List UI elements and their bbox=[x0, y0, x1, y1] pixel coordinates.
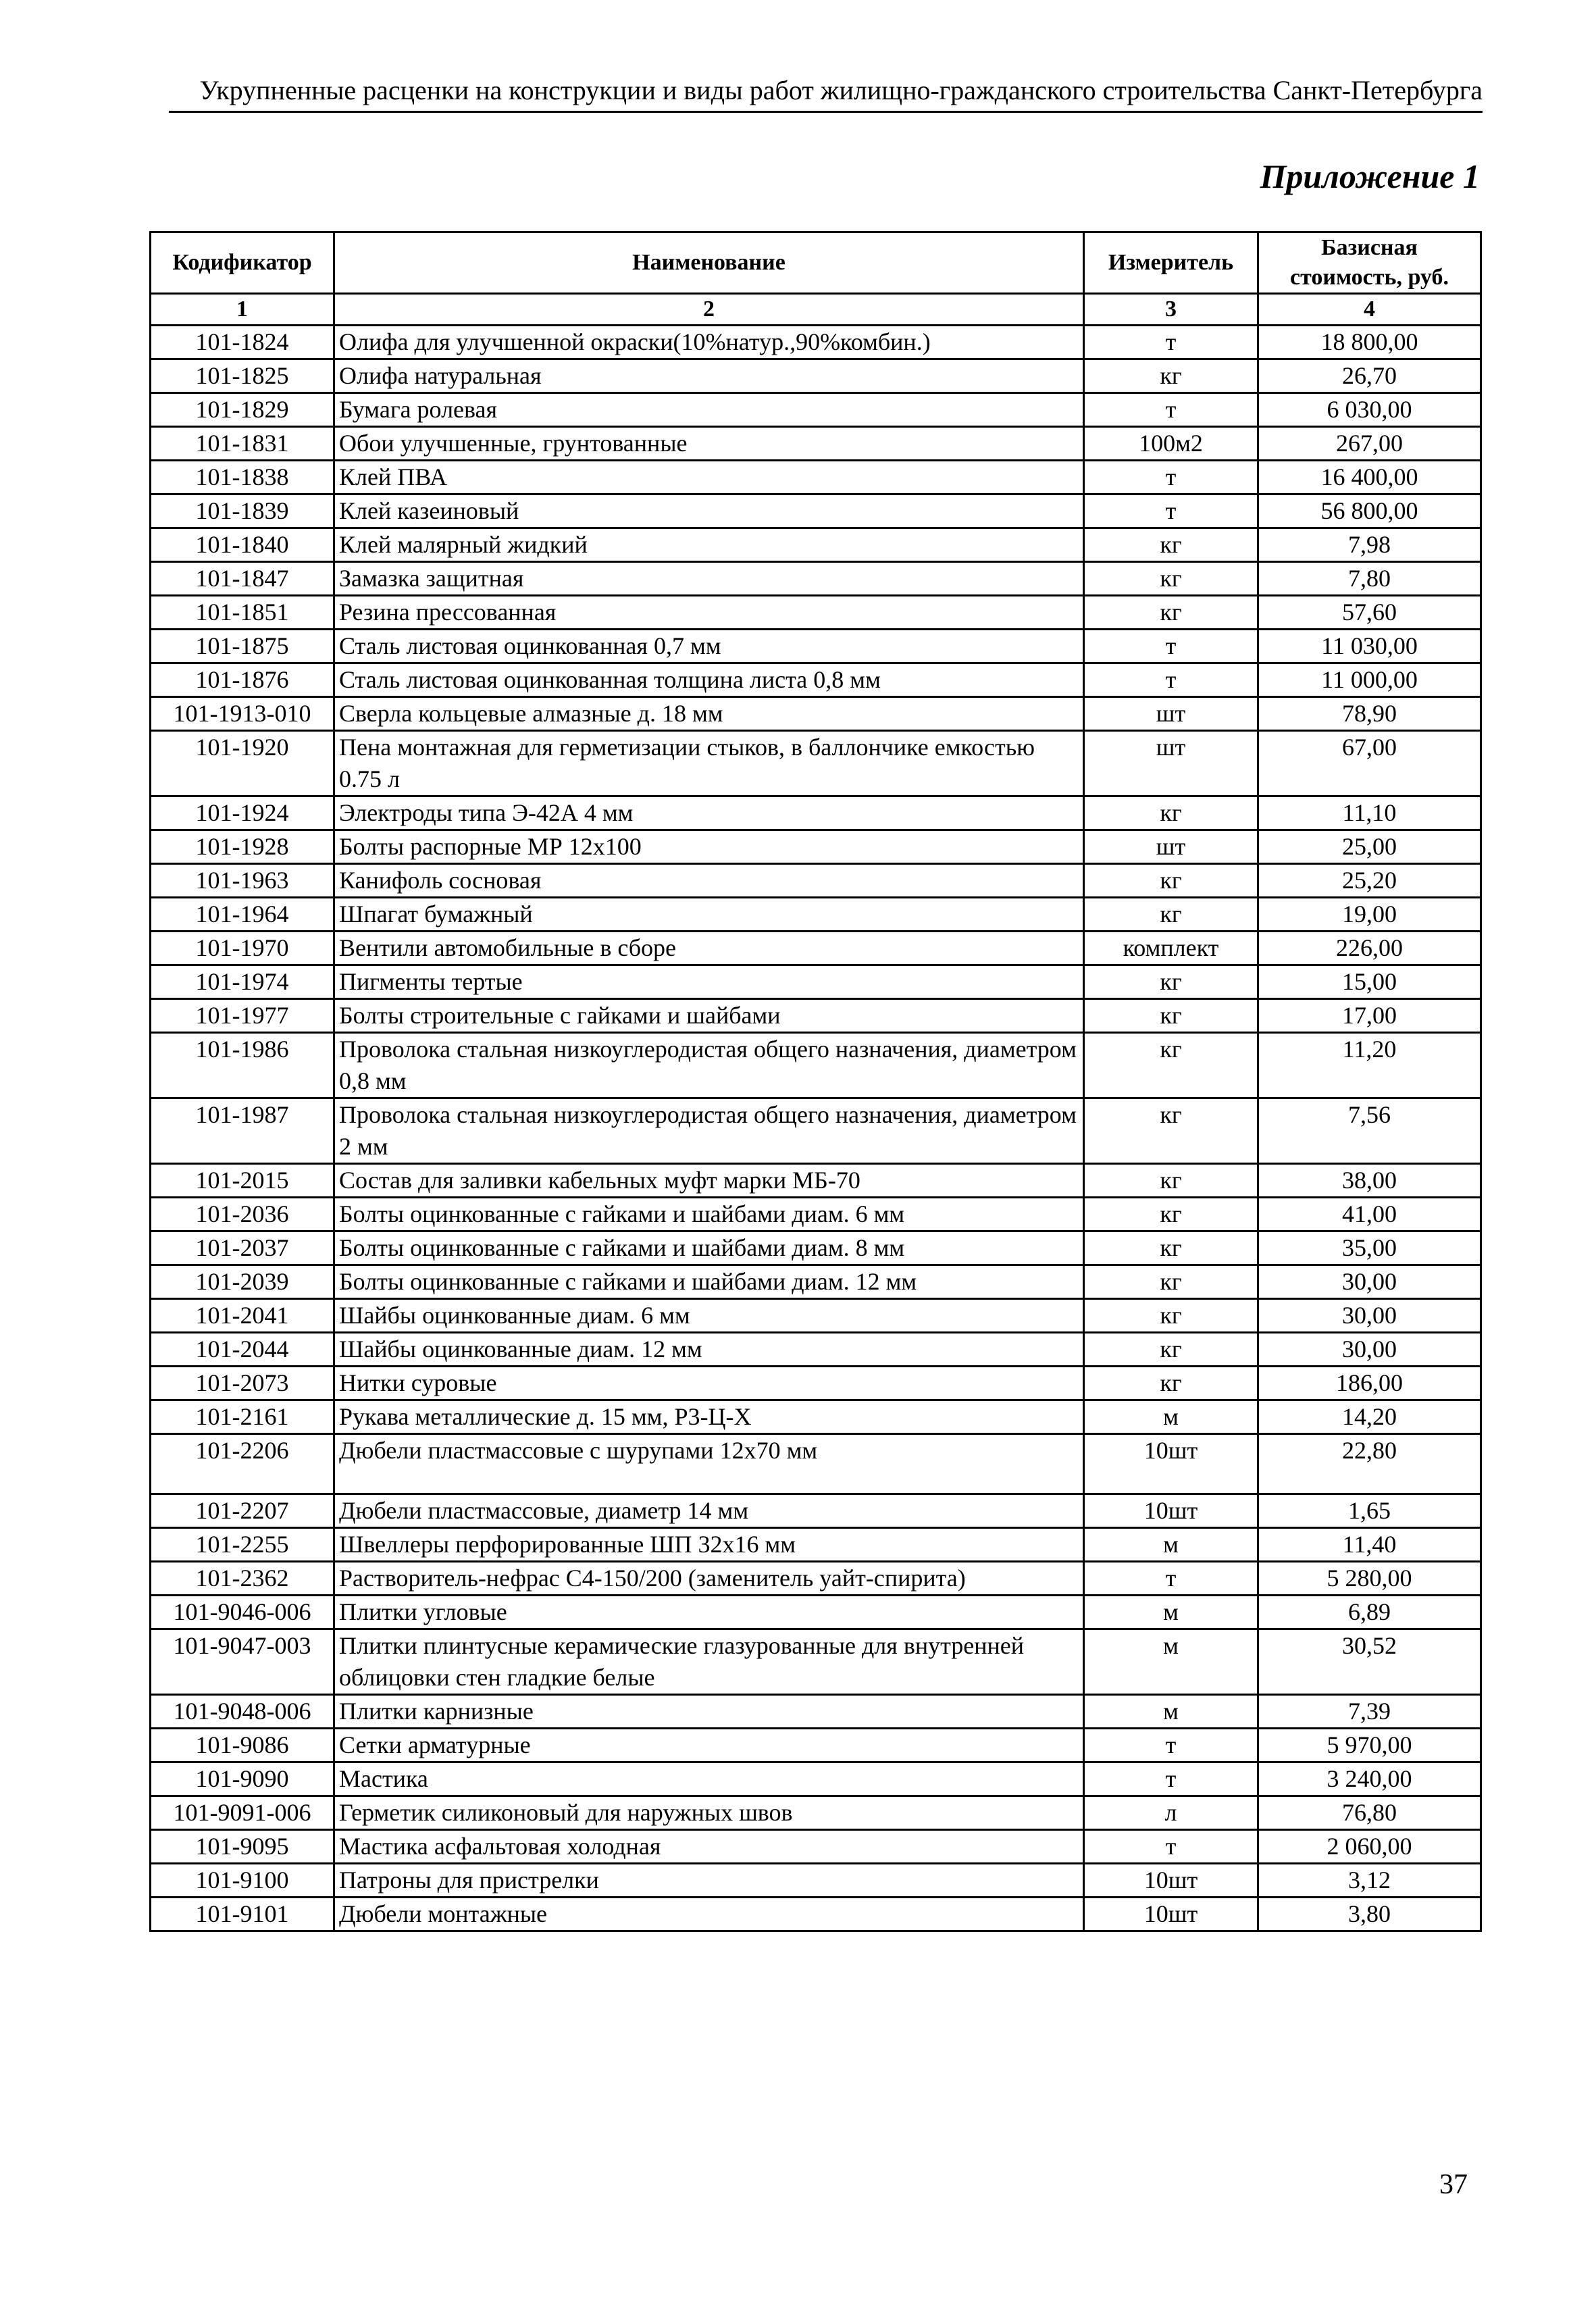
table-cell-name: Проволока стальная низкоуглеродистая общего назначения, диаметром 0,8 мм bbox=[334, 1033, 1084, 1098]
table-cell-name: Клей казеиновый bbox=[334, 494, 1084, 528]
table-row bbox=[151, 1729, 1481, 1762]
table-cell-name: Плитки карнизные bbox=[334, 1695, 1084, 1729]
table-row bbox=[151, 1098, 1481, 1164]
table-cell-code: 101-9091-006 bbox=[151, 1796, 334, 1830]
table-cell-code: 101-1840 bbox=[151, 528, 334, 562]
table-cell-unit: кг bbox=[1084, 359, 1258, 393]
table-cell-price: 267,00 bbox=[1258, 427, 1481, 461]
table-cell-name: Герметик силиконовый для наружных швов bbox=[334, 1796, 1084, 1830]
table-cell-price: 30,00 bbox=[1258, 1299, 1481, 1333]
table-row bbox=[151, 1299, 1481, 1333]
table-cell-name: Швеллеры перфорированные ШП 32х16 мм bbox=[334, 1528, 1084, 1562]
table-cell-price: 16 400,00 bbox=[1258, 461, 1481, 494]
table-cell-name: Сталь листовая оцинкованная толщина листа 0,8 мм bbox=[334, 663, 1084, 697]
table-cell-price: 35,00 bbox=[1258, 1231, 1481, 1265]
table-cell-code: 101-1829 bbox=[151, 393, 334, 427]
table-cell-price: 25,20 bbox=[1258, 864, 1481, 898]
table-cell-price: 2 060,00 bbox=[1258, 1830, 1481, 1864]
table-cell-code: 101-9095 bbox=[151, 1830, 334, 1864]
table-row bbox=[151, 1562, 1481, 1596]
table-row bbox=[151, 1762, 1481, 1796]
table-row bbox=[151, 1333, 1481, 1367]
table-cell-price: 7,80 bbox=[1258, 562, 1481, 596]
table-cell-unit: т bbox=[1084, 630, 1258, 663]
table-cell-price: 76,80 bbox=[1258, 1796, 1481, 1830]
table-cell-code: 101-2039 bbox=[151, 1265, 334, 1299]
table-cell-price: 6 030,00 bbox=[1258, 393, 1481, 427]
table-cell-name: Нитки суровые bbox=[334, 1367, 1084, 1400]
table-cell-unit: т bbox=[1084, 326, 1258, 359]
table-header-row bbox=[151, 232, 1481, 294]
table-cell-price: 11,10 bbox=[1258, 796, 1481, 830]
table-cell-name: Шайбы оцинкованные диам. 6 мм bbox=[334, 1299, 1084, 1333]
table-cell-code: 101-1924 bbox=[151, 796, 334, 830]
table-cell-unit: т bbox=[1084, 494, 1258, 528]
table-cell-price: 5 970,00 bbox=[1258, 1729, 1481, 1762]
table-row bbox=[151, 1528, 1481, 1562]
table-cell-name: Болты оцинкованные с гайками и шайбами диам. 12 мм bbox=[334, 1265, 1084, 1299]
table-cell-code: 101-9046-006 bbox=[151, 1596, 334, 1629]
table-cell-name: Канифоль сосновая bbox=[334, 864, 1084, 898]
table-cell-unit: шт bbox=[1084, 697, 1258, 731]
table-cell-code: 101-1974 bbox=[151, 965, 334, 999]
table-cell-name: Олифа для улучшенной окраски(10%натур.,90%комбин.) bbox=[334, 326, 1084, 359]
table-cell-name: Дюбели пластмассовые с шурупами 12х70 мм bbox=[334, 1434, 1084, 1494]
table-cell-unit: кг bbox=[1084, 1033, 1258, 1098]
table-cell-unit: м bbox=[1084, 1400, 1258, 1434]
table-cell-price: 3,12 bbox=[1258, 1864, 1481, 1898]
table-row bbox=[151, 326, 1481, 359]
table-cell-unit: т bbox=[1084, 1729, 1258, 1762]
table-row bbox=[151, 596, 1481, 630]
table-cell-price: 19,00 bbox=[1258, 898, 1481, 932]
table-cell-price: 6,89 bbox=[1258, 1596, 1481, 1629]
table-cell-price: 78,90 bbox=[1258, 697, 1481, 731]
table-cell-code: 101-9100 bbox=[151, 1864, 334, 1898]
table-cell-price: 186,00 bbox=[1258, 1367, 1481, 1400]
column-number: 4 bbox=[1258, 294, 1481, 326]
table-row bbox=[151, 1494, 1481, 1528]
table-cell-name: Мастика bbox=[334, 1762, 1084, 1796]
table-cell-price: 56 800,00 bbox=[1258, 494, 1481, 528]
table-cell-unit: кг bbox=[1084, 1299, 1258, 1333]
table-cell-price: 3 240,00 bbox=[1258, 1762, 1481, 1796]
table-cell-code: 101-1928 bbox=[151, 830, 334, 864]
table-row bbox=[151, 1695, 1481, 1729]
column-header-code: Кодификатор bbox=[151, 232, 334, 294]
table-cell-price: 15,00 bbox=[1258, 965, 1481, 999]
table-cell-code: 101-1963 bbox=[151, 864, 334, 898]
table-cell-code: 101-1839 bbox=[151, 494, 334, 528]
price-table bbox=[149, 231, 1482, 1932]
table-row bbox=[151, 630, 1481, 663]
table-cell-unit: 10шт bbox=[1084, 1494, 1258, 1528]
table-cell-name: Мастика асфальтовая холодная bbox=[334, 1830, 1084, 1864]
table-cell-unit: м bbox=[1084, 1695, 1258, 1729]
table-cell-code: 101-9101 bbox=[151, 1898, 334, 1931]
table-cell-code: 101-1920 bbox=[151, 731, 334, 796]
table-cell-code: 101-2161 bbox=[151, 1400, 334, 1434]
table-cell-code: 101-2044 bbox=[151, 1333, 334, 1367]
table-cell-unit: шт bbox=[1084, 731, 1258, 796]
table-cell-code: 101-1986 bbox=[151, 1033, 334, 1098]
table-cell-name: Электроды типа Э-42А 4 мм bbox=[334, 796, 1084, 830]
table-row bbox=[151, 1796, 1481, 1830]
table-cell-name: Сталь листовая оцинкованная 0,7 мм bbox=[334, 630, 1084, 663]
table-row bbox=[151, 562, 1481, 596]
table-cell-unit: шт bbox=[1084, 830, 1258, 864]
table-cell-unit: кг bbox=[1084, 999, 1258, 1033]
table-cell-unit: л bbox=[1084, 1796, 1258, 1830]
table-cell-name: Проволока стальная низкоуглеродистая общего назначения, диаметром 2 мм bbox=[334, 1098, 1084, 1164]
table-cell-name: Шпагат бумажный bbox=[334, 898, 1084, 932]
table-cell-price: 14,20 bbox=[1258, 1400, 1481, 1434]
table-cell-code: 101-2255 bbox=[151, 1528, 334, 1562]
table-row bbox=[151, 1164, 1481, 1198]
table-cell-unit: кг bbox=[1084, 1231, 1258, 1265]
table-cell-price: 11 000,00 bbox=[1258, 663, 1481, 697]
table-row bbox=[151, 1265, 1481, 1299]
table-row bbox=[151, 663, 1481, 697]
table-cell-name: Пена монтажная для герметизации стыков, в баллончике емкостью 0.75 л bbox=[334, 731, 1084, 796]
table-row bbox=[151, 393, 1481, 427]
table-cell-code: 101-2362 bbox=[151, 1562, 334, 1596]
table-cell-code: 101-1838 bbox=[151, 461, 334, 494]
table-cell-unit: м bbox=[1084, 1596, 1258, 1629]
table-cell-name: Сверла кольцевые алмазные д. 18 мм bbox=[334, 697, 1084, 731]
table-cell-code: 101-1824 bbox=[151, 326, 334, 359]
table-cell-price: 7,98 bbox=[1258, 528, 1481, 562]
table-cell-code: 101-2207 bbox=[151, 1494, 334, 1528]
table-cell-code: 101-9048-006 bbox=[151, 1695, 334, 1729]
table-row bbox=[151, 1198, 1481, 1231]
table-cell-code: 101-1876 bbox=[151, 663, 334, 697]
table-cell-price: 30,52 bbox=[1258, 1629, 1481, 1695]
table-cell-price: 226,00 bbox=[1258, 932, 1481, 965]
table-cell-code: 101-1970 bbox=[151, 932, 334, 965]
table-cell-code: 101-1913-010 bbox=[151, 697, 334, 731]
table-row bbox=[151, 427, 1481, 461]
table-row bbox=[151, 830, 1481, 864]
table-cell-unit: м bbox=[1084, 1629, 1258, 1695]
table-row bbox=[151, 999, 1481, 1033]
table-cell-name: Дюбели пластмассовые, диаметр 14 мм bbox=[334, 1494, 1084, 1528]
table-cell-name: Состав для заливки кабельных муфт марки МБ-70 bbox=[334, 1164, 1084, 1198]
table-cell-code: 101-2073 bbox=[151, 1367, 334, 1400]
table-cell-name: Замазка защитная bbox=[334, 562, 1084, 596]
table-cell-code: 101-9047-003 bbox=[151, 1629, 334, 1695]
table-cell-unit: т bbox=[1084, 1830, 1258, 1864]
table-cell-unit: кг bbox=[1084, 898, 1258, 932]
table-cell-name: Обои улучшенные, грунтованные bbox=[334, 427, 1084, 461]
table-cell-price: 1,65 bbox=[1258, 1494, 1481, 1528]
table-row bbox=[151, 1898, 1481, 1931]
table-cell-unit: т bbox=[1084, 663, 1258, 697]
table-cell-unit: кг bbox=[1084, 1367, 1258, 1400]
table-cell-code: 101-2037 bbox=[151, 1231, 334, 1265]
table-row bbox=[151, 359, 1481, 393]
table-cell-price: 57,60 bbox=[1258, 596, 1481, 630]
table-cell-price: 30,00 bbox=[1258, 1333, 1481, 1367]
table-cell-name: Дюбели монтажные bbox=[334, 1898, 1084, 1931]
table-cell-price: 41,00 bbox=[1258, 1198, 1481, 1231]
table-row bbox=[151, 932, 1481, 965]
table-cell-unit: кг bbox=[1084, 1265, 1258, 1299]
appendix-title: Приложение 1 bbox=[1260, 157, 1480, 195]
table-cell-code: 101-1977 bbox=[151, 999, 334, 1033]
table-cell-price: 67,00 bbox=[1258, 731, 1481, 796]
table-cell-unit: 10шт bbox=[1084, 1864, 1258, 1898]
table-body bbox=[151, 326, 1481, 1931]
table-cell-code: 101-1987 bbox=[151, 1098, 334, 1164]
table-cell-code: 101-1847 bbox=[151, 562, 334, 596]
table-cell-code: 101-2206 bbox=[151, 1434, 334, 1494]
table-row bbox=[151, 697, 1481, 731]
table-row bbox=[151, 1367, 1481, 1400]
table-cell-name: Клей ПВА bbox=[334, 461, 1084, 494]
table-cell-price: 25,00 bbox=[1258, 830, 1481, 864]
table-cell-name: Сетки арматурные bbox=[334, 1729, 1084, 1762]
table-cell-name: Резина прессованная bbox=[334, 596, 1084, 630]
table-cell-name: Плитки угловые bbox=[334, 1596, 1084, 1629]
table-row bbox=[151, 1830, 1481, 1864]
table-cell-price: 11 030,00 bbox=[1258, 630, 1481, 663]
table-cell-price: 11,20 bbox=[1258, 1033, 1481, 1098]
page-number: 37 bbox=[1439, 2169, 1468, 2200]
table-cell-unit: 10шт bbox=[1084, 1898, 1258, 1931]
table-cell-name: Плитки плинтусные керамические глазурованные для внутренней облицовки стен гладкие белые bbox=[334, 1629, 1084, 1695]
table-row bbox=[151, 864, 1481, 898]
table-cell-name: Пигменты тертые bbox=[334, 965, 1084, 999]
table-cell-code: 101-9090 bbox=[151, 1762, 334, 1796]
table-row bbox=[151, 1596, 1481, 1629]
table-cell-name: Болты распорные МР 12х100 bbox=[334, 830, 1084, 864]
table-cell-price: 22,80 bbox=[1258, 1434, 1481, 1494]
column-header-price: Базисная стоимость, руб. bbox=[1258, 232, 1481, 294]
table-cell-unit: кг bbox=[1084, 528, 1258, 562]
table-cell-unit: 10шт bbox=[1084, 1434, 1258, 1494]
table-cell-name: Клей малярный жидкий bbox=[334, 528, 1084, 562]
table-row bbox=[151, 965, 1481, 999]
table-cell-code: 101-9086 bbox=[151, 1729, 334, 1762]
table-cell-unit: кг bbox=[1084, 1333, 1258, 1367]
table-row bbox=[151, 898, 1481, 932]
table-cell-name: Бумага ролевая bbox=[334, 393, 1084, 427]
table-cell-price: 5 280,00 bbox=[1258, 1562, 1481, 1596]
table-row bbox=[151, 461, 1481, 494]
table-row bbox=[151, 1231, 1481, 1265]
table-cell-name: Болты оцинкованные с гайками и шайбами диам. 8 мм bbox=[334, 1231, 1084, 1265]
table-cell-price: 38,00 bbox=[1258, 1164, 1481, 1198]
table-row bbox=[151, 528, 1481, 562]
table-cell-unit: комплект bbox=[1084, 932, 1258, 965]
table-cell-code: 101-1851 bbox=[151, 596, 334, 630]
table-row bbox=[151, 796, 1481, 830]
column-number: 2 bbox=[334, 294, 1084, 326]
table-cell-name: Рукава металлические д. 15 мм, Р3-Ц-Х bbox=[334, 1400, 1084, 1434]
table-cell-name: Шайбы оцинкованные диам. 12 мм bbox=[334, 1333, 1084, 1367]
table-row bbox=[151, 1864, 1481, 1898]
table-cell-unit: кг bbox=[1084, 864, 1258, 898]
table-cell-name: Олифа натуральная bbox=[334, 359, 1084, 393]
table-cell-unit: кг bbox=[1084, 1198, 1258, 1231]
table-row bbox=[151, 1629, 1481, 1695]
table-row bbox=[151, 494, 1481, 528]
table-cell-price: 18 800,00 bbox=[1258, 326, 1481, 359]
table-cell-unit: т bbox=[1084, 1762, 1258, 1796]
table-cell-name: Болты строительные с гайками и шайбами bbox=[334, 999, 1084, 1033]
table-cell-unit: т bbox=[1084, 393, 1258, 427]
table-cell-name: Патроны для пристрелки bbox=[334, 1864, 1084, 1898]
column-number-row bbox=[151, 294, 1481, 326]
table-cell-code: 101-1964 bbox=[151, 898, 334, 932]
table-cell-code: 101-2015 bbox=[151, 1164, 334, 1198]
table-cell-name: Болты оцинкованные с гайками и шайбами диам. 6 мм bbox=[334, 1198, 1084, 1231]
table-cell-unit: кг bbox=[1084, 1164, 1258, 1198]
table-cell-price: 17,00 bbox=[1258, 999, 1481, 1033]
table-cell-code: 101-1875 bbox=[151, 630, 334, 663]
table-cell-name: Вентили автомобильные в сборе bbox=[334, 932, 1084, 965]
table-row bbox=[151, 1400, 1481, 1434]
table-cell-unit: т bbox=[1084, 1562, 1258, 1596]
column-number: 3 bbox=[1084, 294, 1258, 326]
running-header: Укрупненные расценки на конструкции и виды работ жилищно-гражданского строительства Санкт-Петербурга bbox=[169, 74, 1483, 113]
table-cell-unit: 100м2 bbox=[1084, 427, 1258, 461]
table-cell-unit: т bbox=[1084, 461, 1258, 494]
table-cell-unit: м bbox=[1084, 1528, 1258, 1562]
table-cell-unit: кг bbox=[1084, 562, 1258, 596]
table-cell-name: Растворитель-нефрас С4-150/200 (заменитель уайт-спирита) bbox=[334, 1562, 1084, 1596]
table-cell-unit: кг bbox=[1084, 796, 1258, 830]
table-cell-code: 101-2041 bbox=[151, 1299, 334, 1333]
table-cell-price: 7,56 bbox=[1258, 1098, 1481, 1164]
table-cell-code: 101-1825 bbox=[151, 359, 334, 393]
table-cell-price: 7,39 bbox=[1258, 1695, 1481, 1729]
table-cell-unit: кг bbox=[1084, 965, 1258, 999]
table-cell-code: 101-1831 bbox=[151, 427, 334, 461]
table-cell-price: 26,70 bbox=[1258, 359, 1481, 393]
table-row bbox=[151, 1434, 1481, 1494]
column-number: 1 bbox=[151, 294, 334, 326]
table-cell-unit: кг bbox=[1084, 1098, 1258, 1164]
table-row bbox=[151, 731, 1481, 796]
table-cell-code: 101-2036 bbox=[151, 1198, 334, 1231]
column-header-name: Наименование bbox=[334, 232, 1084, 294]
table-cell-price: 11,40 bbox=[1258, 1528, 1481, 1562]
table-cell-unit: кг bbox=[1084, 596, 1258, 630]
column-header-unit: Измеритель bbox=[1084, 232, 1258, 294]
table-row bbox=[151, 1033, 1481, 1098]
table-cell-price: 30,00 bbox=[1258, 1265, 1481, 1299]
table-cell-price: 3,80 bbox=[1258, 1898, 1481, 1931]
